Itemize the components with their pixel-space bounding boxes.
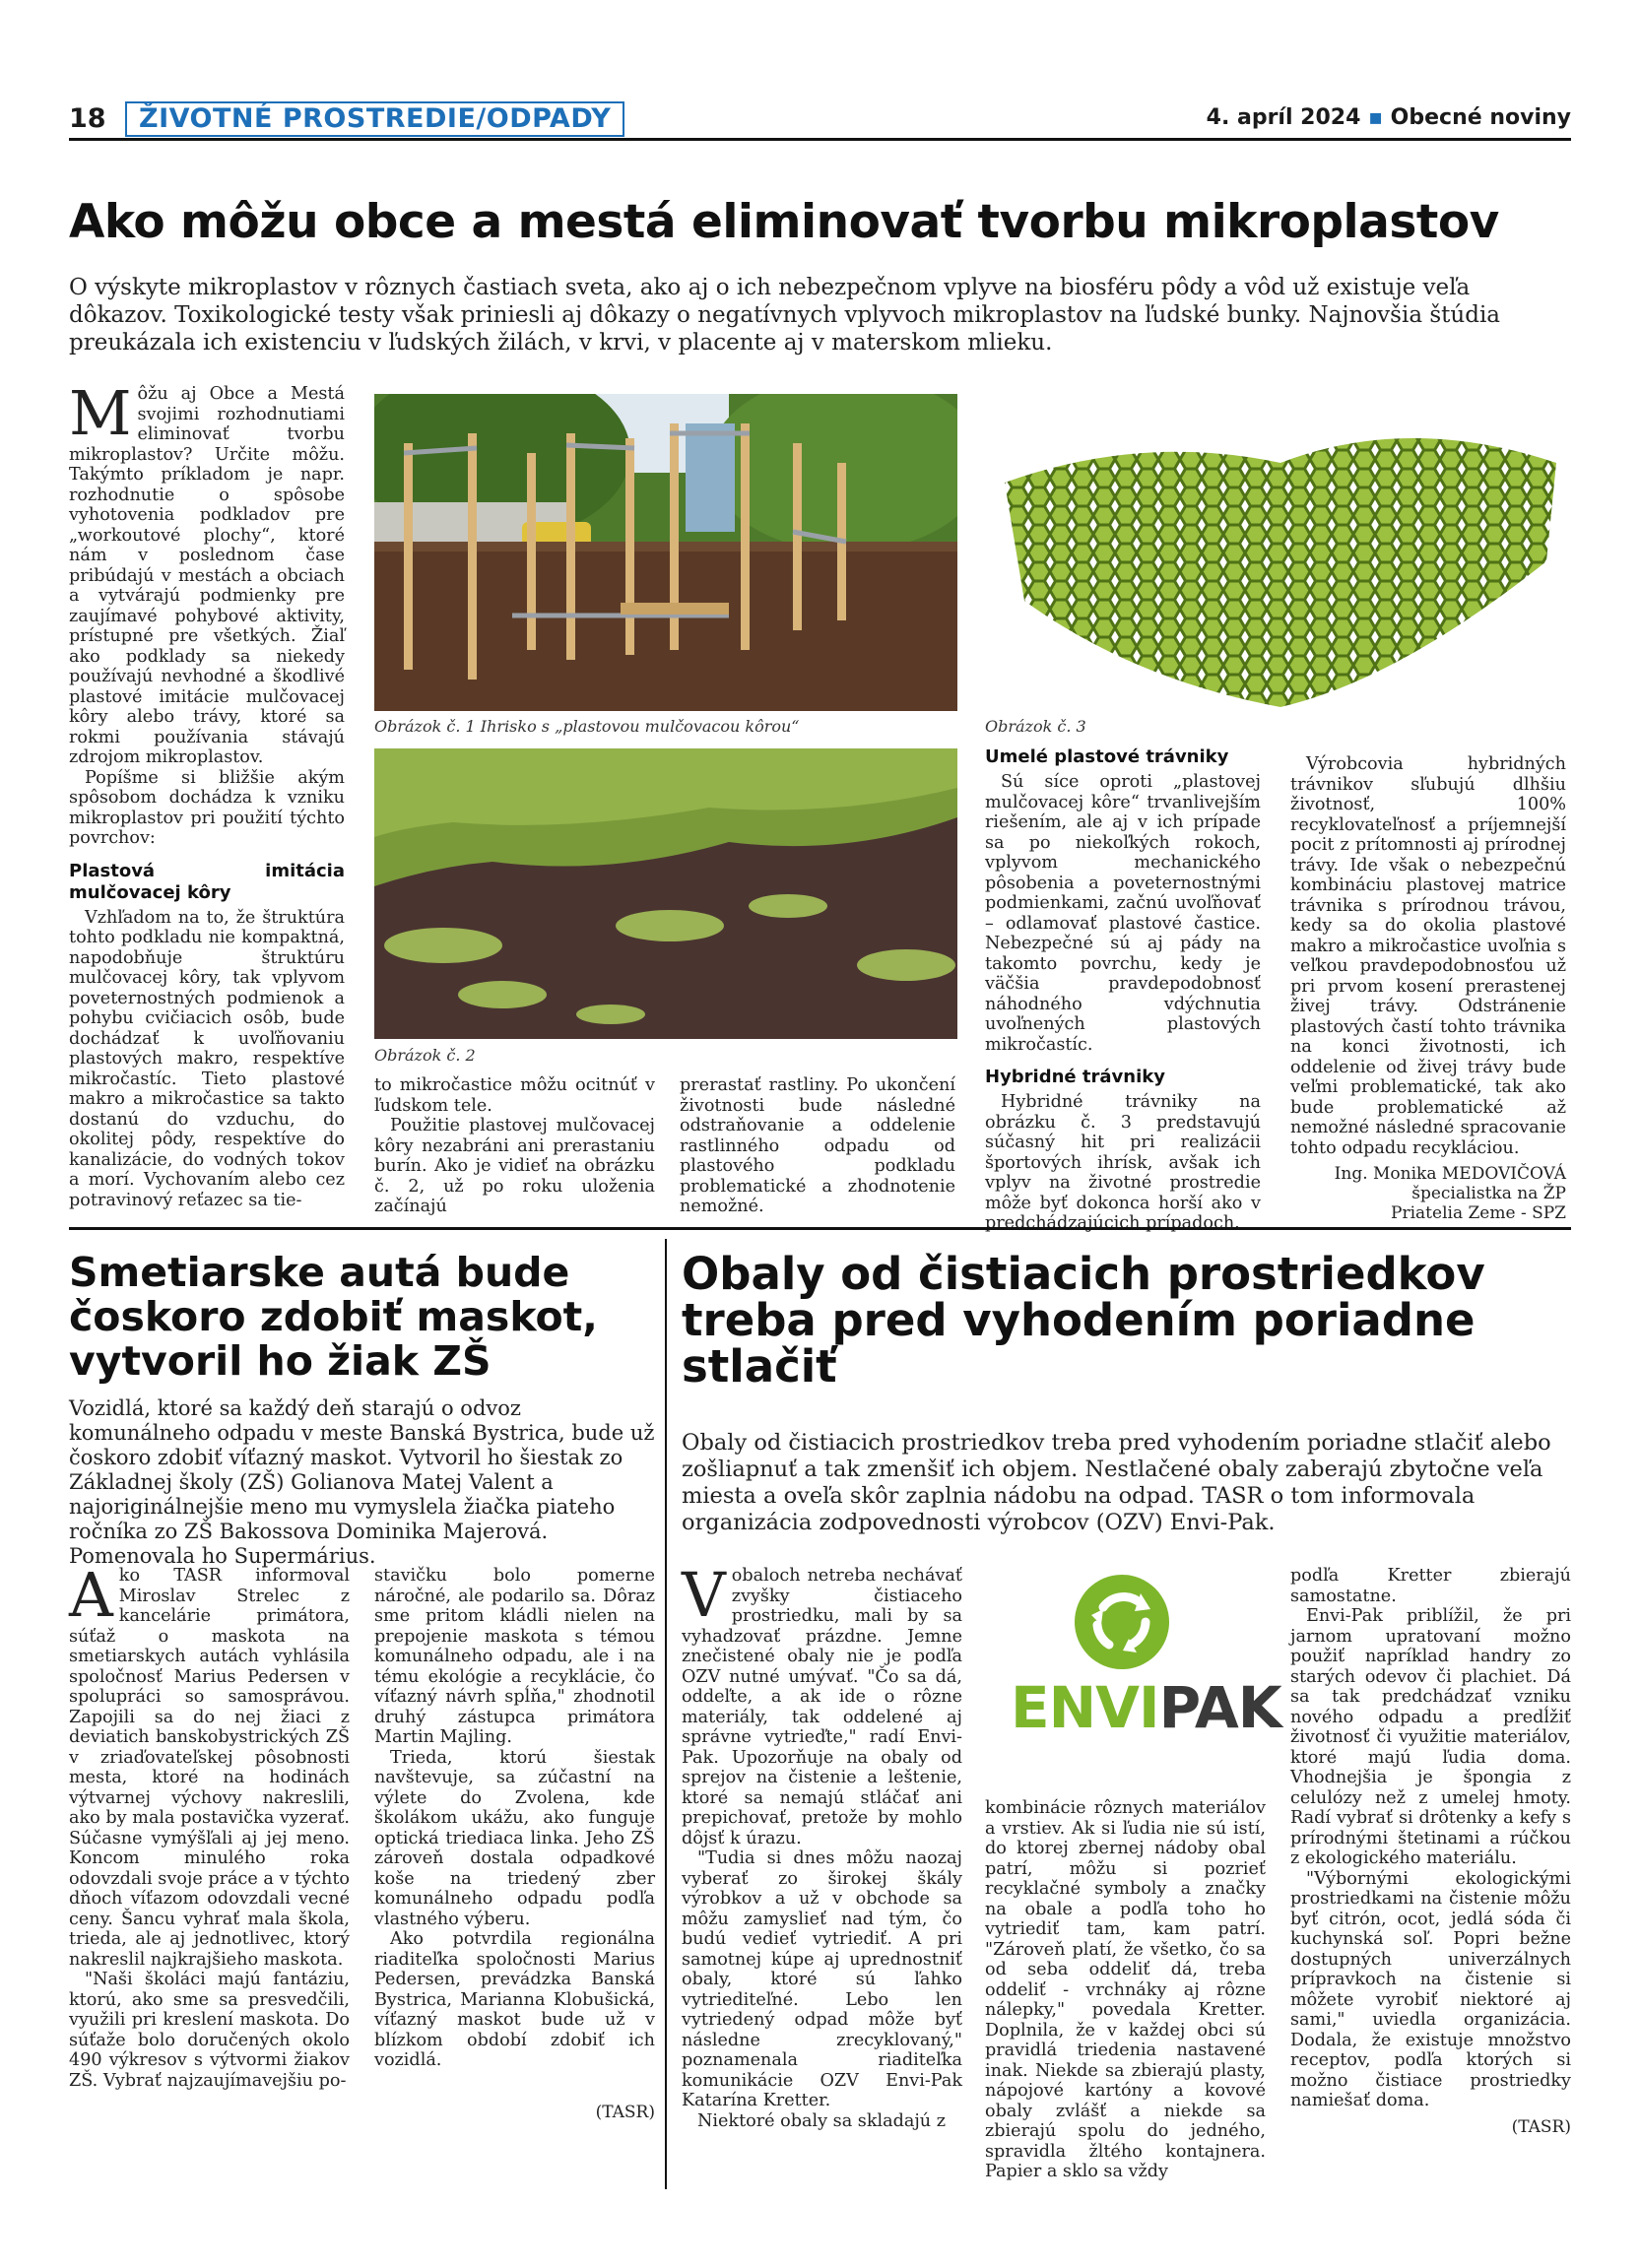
article3-lead: Obaly od čistiacich prostriedkov treba pred vyhodením poriadne stlačiť alebo zošliapnuť a tak zmenšiť ich objem. Nestlačené obaly zaberajú zbytočne veľa miesta a oveľa skôr zaplnia nádobu na odpad. TASR o tom informovala organizácia zodpovednosti výrobcov (OZV) Envi-Pak. [682, 1430, 1551, 1535]
publication-name: Obecné noviny [1390, 105, 1571, 130]
article1-col1: Môžu aj Obce a Mestá svojimi rozhodnutiami eliminovať tvorbu mikroplastov? Určite môžu. Takýmto príkladom je napr. rozhodnutie o spôsobe vyhotovenia podkladov pre „workoutové plochy“, ktoré nám v poslednom čase pribúdajú v mestách a obciach a vytvárajú podmienky pre zaujímavé pohybové aktivity, prístupné pre všetkých. Žiaľ ako podklady sa niekedy používajú nevhodné a škodlivé plastové imitácie mulčovacej kôry alebo trávy, ktoré sa rokmi používania stávajú zdrojom mikroplastov. Popíšme si bližšie akým spôsobom dochádza k vzniku mikroplastov pri použití týchto povrchov: Plastová imitácia mulčovacej kôry Vzhľadom na to, že štruktúra tohto podkladu nie kompaktná, napodobňuje štruktúru mulčovacej kôry, tak vplyvom poveternostných podmienok a pohybu cvičiacich osôb, bude dochádzať k uvoľňovaniu plastových makro, respektíve mikročastíc. Tieto plastové makro a mikročastice sa takto dostanú do vzduchu, do okolitej pôdy, respektíve do kanalizácie, do vodných tokov a morí. Vychovaním alebo cez potravinový reťazec sa tie- [69, 377, 345, 1210]
article3-source: (TASR) [1511, 2116, 1571, 2137]
article2-col1: Ako TASR informoval Miroslav Strelec z kancelárie primátora, súťaž o maskota na smetiarskych autách vyhlásila spoločnosť Marius Pedersen v spolupráci so samosprávou. Zapojili sa do nej žiaci z deviatich banskobystrických ZŠ v zriaďovateľskej pôsobnosti mesta, ktoré na hodinách výtvarnej výchovy nakreslili, ako by mala postavička vyzerať. Súčasne vymýšľali aj jej meno. Koncom minulého roka odovzdali svoje práce a v týchto dňoch víťazom odovzdali vecné ceny. Šancu vyhrať mala škola, trieda, ale aj jednotlivec, ktorý nakreslil najkrajšieho maskota. "Naši školáci majú fantáziu, ktorú, ako sme sa presvedčili, využili pri kreslení maskota. Do súťaže bolo doručených okolo 490 výkresov s výtvormi žiakov ZŠ. Vybrať najzaujímavejšiu po- [69, 1559, 350, 2091]
logo-envi: ENVI [1011, 1674, 1159, 1741]
author-signature: Ing. Monika MEDOVIČOVÁ špecialistka na ŽP Priatelia Zeme - SPZ [1334, 1164, 1566, 1223]
caption-2: Obrázok č. 2 [374, 1046, 476, 1065]
section-label: ŽIVOTNÉ PROSTREDIE/ODPADY [125, 101, 624, 137]
section-divider [69, 1227, 1571, 1230]
article1-col2: to mikročastice môžu ocitnúť v ľudskom tele. Použitie plastovej mulčovacej kôry nezabráni ani prerastaniu burín. Ako je vidieť na obrázku č. 2, už po roku uloženia začínajú [374, 1075, 655, 1216]
article2-col2: stavičku bolo pomerne náročné, ale podarilo sa. Dôraz sme pritom kládli nielen na prepojenie maskota s témou komunálneho odpadu, ale i na tému ekológie a recyklácie, čo víťazný návrh spĺňa," zhodnotil druhý zástupca primátora Martin Majling. Trieda, ktorú šiestak navštevuje, sa zúčastní na výlete do Zvolena, kde školákom ukážu, ako funguje optická triediaca linka. Jeho ZŠ zároveň dostala odpadkové koše na triedený zber komunálneho odpadu podľa vlastného výberu. Ako potvrdila regionálna riaditeľka spoločnosti Marius Pedersen, prevádzka Banská Bystrica, Marianna Klobušická, víťazný maskot bude už v blízkom období zdobiť ich vozidlá. (TASR) [374, 1566, 655, 2122]
article3-col2: kombinácie rôznych materiálov a vrstiev. Ak si ľudia nie sú istí, do ktorej zbernej nádoby obal patrí, môžu si pozrieť recyklačné symboly a značky na obale a podľa toho ho vytriediť tam, kam patrí. "Zároveň platí, že všetko, čo sa od seba oddeliť dá, treba oddeliť - vrchnáky aj rôzne nálepky," povedala Kretter. Doplnila, že v každej obci sú pravidlá triedenia nastavené inak. Niekde sa zbierajú plasty, nápojové kartóny a kovové obaly zvlášť a niekde sa zbierajú spolu do jedného, spravidla žltého kontajnera. Papier a sklo sa vždy [985, 1798, 1266, 2181]
article2-title: Smetiarske autá bude čoskoro zdobiť maskot, vytvoril ho žiak ZŠ [69, 1249, 598, 1385]
photo-grass-matrix [985, 394, 1566, 707]
article1-col5: Výrobcovia hybridných trávnikov sľubujú dlhšiu životnosť, 100% recyklovateľnosť a príjemnejší pocit z prítomnosti aj prírodnej trávy. Ide však o nebezpečnú kombináciu plastovej matrice trávnika s prírodnou trávou, kedy sa do okolia plastové makro a mikročastice uvoľnia s veľkou pravdepodobnosťou už pri prvom kosení prerastenej živej trávy. Odstránenie plastových častí tohto trávnika na konci životnosti, ich oddelenie od živej trávy bude veľmi problematické, tak ako bude problematické až nemožné následné spracovanie tohto odpadu recykláciou. Ing. Monika MEDOVIČOVÁ špecialistka na ŽP Priatelia Zeme - SPZ [1290, 754, 1566, 1223]
article3-title: Obaly od čistiacich prostriedkov treba pred vyhodením poriadne stlačiť [682, 1248, 1485, 1393]
article1-title: Ako môžu obce a mestá eliminovať tvorbu mikroplastov [69, 195, 1499, 249]
issue-date: 4. apríl 2024 ▪ Obecné noviny [1206, 105, 1571, 130]
article1-subheading-artificial: Umelé plastové trávniky [985, 746, 1229, 767]
page-number: 18 [69, 103, 106, 134]
caption-3: Obrázok č. 3 [985, 717, 1086, 736]
article2-lead: Vozidlá, ktoré sa každý deň starajú o odvoz komunálneho odpadu v meste Banská Bystrica, bude už čoskoro zdobiť víťazný maskot. Vytvoril ho šiestak zo Základnej školy (ZŠ) Golianova Matej Valent a najoriginálnejšie meno mu vymyslela žiačka piateho ročníka zo ZŠ Bakossova Dominika Majerová. Pomenovala ho Supermárius. [69, 1396, 655, 1568]
article2-source: (TASR) [595, 2102, 655, 2122]
logo-pak: PAK [1158, 1674, 1281, 1741]
recycle-icon [993, 1568, 1251, 1676]
photo-mulch-weeds [374, 748, 957, 1039]
article3-col1: Vobaloch netreba nechávať zvyšky čistiaceho prostriedku, mali by sa vyhadzovať prázdne. Jemne znečistené obaly nie je podľa OZV nutné umývať. "Čo sa dá, oddeľte, a ak ide o rôzne materiály, tak oddelené aj správne vytrieďte," radí Envi-Pak. Upozorňuje na obaly od sprejov na čistenie a leštenie, ktoré sa nemajú stláčať ani prepichovať, pretože by mohlo dôjsť k úrazu. "Tudia si dnes môžu naozaj vyberať zo širokej škály výrobkov a už v obchode sa môžu zamyslieť nad tým, čo budú vedieť vytriediť. A pri samotnej kúpe aj uprednostniť obaly, ktoré sú ľahko vytriediteľné. Lebo len vytriedený odpad môže byť následne zrecyklovaný," poznamenala riaditeľka komunikácie OZV Envi-Pak Katarína Kretter. Niektoré obaly sa skladajú z [682, 1559, 962, 2131]
article3-dropcap: V [682, 1559, 726, 1631]
caption-1: Obrázok č. 1 Ihrisko s „plastovou mulčovacou kôrou“ [374, 717, 800, 736]
article1-col3: prerastať rastliny. Po ukončení životnosti bude následné odstraňovanie a oddelenie rastlinného odpadu od plastového podkladu problematické a zhodnotenie nemožné. [680, 1075, 955, 1216]
envipak-logo [993, 1568, 1281, 1786]
article1-lead: O výskyte mikroplastov v rôznych častiach sveta, ako aj o ich nebezpečnom vplyve na biosféru pôdy a vôd už existuje veľa dôkazov. Toxikologické testy však priniesli aj dôkazy o negatívnych vplyvoch mikroplastov na ľudské bunky. Najnovšia štúdia preukázala ich existenciu v ľudských žilách, v krvi, v placente aj v materskom mlieku. [69, 275, 1501, 356]
article1-dropcap: M [69, 377, 132, 449]
article1-col4: Umelé plastové trávniky Sú síce oproti „plastovej mulčovacej kôre“ trvanlivejším riešením, ale aj v ich prípade sa po niekoľkých rokoch, vplyvom mechanického pôsobenia a poveternostnými podmienkami, začnú uvoľňovať – odlamovať plastové častice. Nebezpečné sú aj pády na takomto povrchu, kedy je väčšia pravdepodobnosť náhodného vdýchnutia uvoľnených plastových mikročastíc. Hybridné trávniky Hybridné trávniky na obrázku č. 3 predstavujú súčasný hit pri realizácii športových ihrísk, avšak ich vplyv na životné prostredie môže byť dokonca horší ako v predchádzajúcich prípadoch. [985, 746, 1261, 1233]
article3-col3: podľa Kretter zbierajú samostatne. Envi-Pak priblížil, že pri jarnom upratovaní možno použiť napríklad handry zo starých odevov či plachiet. Dá sa tak predchádzať vzniku nového odpadu a predĺžiť životnosť či využitie materiálov, ktoré majú ľudia doma. Vhodnejšia je špongia z celulózy než z umelej hmoty. Radí vybrať si drôtenky a kefy s prírodnými štetinami a rúčkou z ekologického materiálu. "Výbornými ekologickými prostriedkami na čistenie môžu byť citrón, ocot, jedlá sóda či kuchynská soľ. Popri bežne dostupných univerzálnych prípravkoch na čistenie si môžete vyrobiť niektoré aj sami," uviedla organizácia. Dodala, že existuje množstvo receptov, podľa ktorých si možno čistiace prostriedky namiešať doma. (TASR) [1290, 1566, 1571, 2137]
article1-subheading-hybrid: Hybridné trávniky [985, 1067, 1165, 1087]
separator-icon: ▪ [1368, 105, 1383, 130]
page-header [69, 101, 1571, 141]
article2-dropcap: A [69, 1559, 113, 1631]
photo-playground [374, 394, 957, 711]
column-divider [665, 1239, 667, 2189]
article1-subheading-mulch: Plastová imitácia mulčovacej kôry [69, 860, 345, 903]
